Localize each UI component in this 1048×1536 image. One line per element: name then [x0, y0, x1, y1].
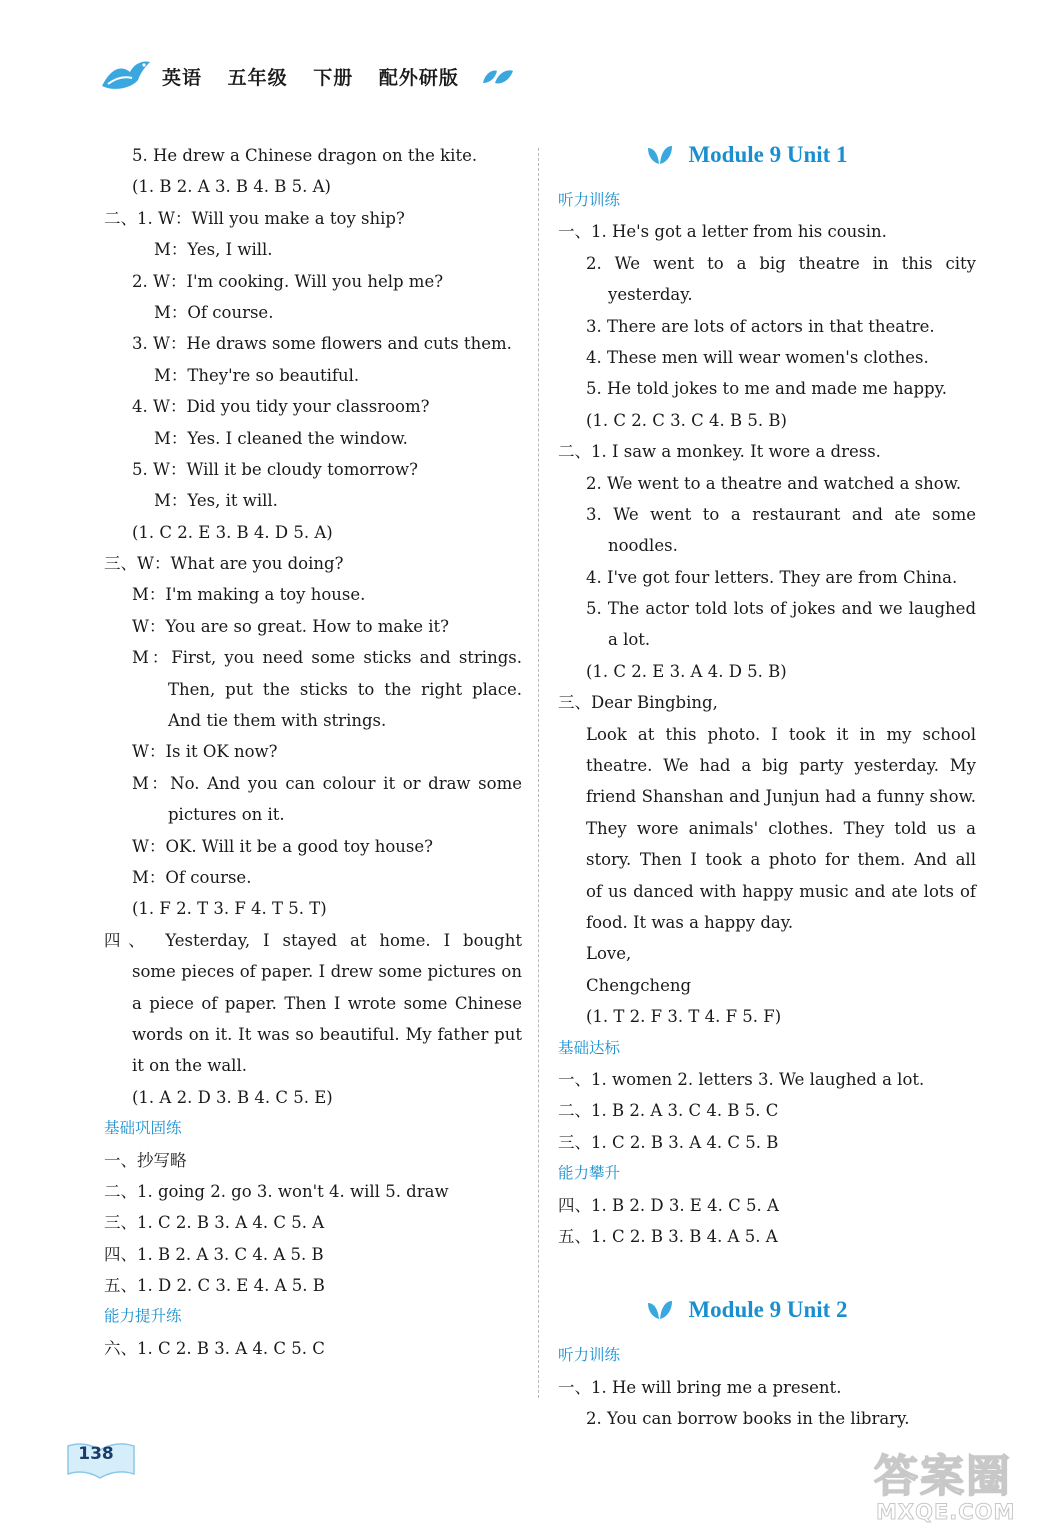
section-heading: 能力攀升 [558, 1164, 621, 1183]
module-title-unit-2 [558, 1280, 976, 1340]
answer-line: M：No. And you can colour it or draw some [132, 773, 522, 793]
answer-line: 4. These men will wear women's clothes. [586, 347, 929, 367]
header-grade: 五年级 [227, 66, 288, 89]
answer-line: 一、1. women 2. letters 3. We laughed a lot. [558, 1069, 925, 1089]
answer-line: 5. He drew a Chinese dragon on the kite. [132, 146, 478, 165]
answer-line: 五、1. C 2. B 3. B 4. A 5. A [558, 1226, 778, 1246]
answer-line: M：They're so beautiful. [154, 365, 360, 385]
module-2-title-text: Module 9 Unit 2 [688, 1297, 848, 1323]
right-column [558, 125, 976, 1434]
answer-line: 三、1. C 2. B 3. A 4. C 5. A [104, 1213, 325, 1233]
answer-line: 4. W：Did you tidy your classroom? [132, 397, 430, 417]
answer-line: (1. A 2. D 3. B 4. C 5. E) [132, 1087, 333, 1107]
section-heading: 基础达标 [558, 1038, 621, 1057]
answer-line: (1. C 2. E 3. B 4. D 5. A) [132, 522, 333, 542]
answer-line: W：OK. Will it be a good toy house? [132, 836, 433, 856]
page-number-badge [66, 1440, 132, 1480]
answer-line: M：Yes, it will. [154, 491, 278, 511]
answer-line: M：Of course. [154, 302, 274, 322]
answer-line: 5. The actor told lots of jokes and we laughed [586, 599, 976, 619]
section-heading: 能力提升练 [104, 1307, 182, 1326]
answer-line: M：Yes, I will. [154, 240, 273, 260]
section-heading: 听力训练 [558, 1346, 621, 1365]
header-volume: 下册 [313, 66, 354, 89]
answer-line: 二、1. I saw a monkey. It wore a dress. [558, 442, 881, 462]
column-divider [538, 148, 539, 1398]
answer-line: 五、1. D 2. C 3. E 4. A 5. B [104, 1276, 325, 1296]
answer-line: 一、1. He will bring me a present. [558, 1377, 842, 1397]
answer-line: 2. You can borrow books in the library. [586, 1409, 910, 1429]
watermark-url: MXQE.COM [876, 1500, 1016, 1524]
section-heading: 基础巩固练 [104, 1119, 182, 1138]
leaf-ornament-icon [481, 65, 515, 87]
module-1-title-text: Module 9 Unit 1 [688, 142, 848, 167]
answer-line: And tie them with strings. [168, 711, 387, 731]
answer-line: noodles. [608, 536, 678, 556]
answer-line: 2. W：I'm cooking. Will you help me? [132, 271, 444, 291]
answer-line: of us danced with happy music and ate lots of [586, 881, 976, 901]
answer-line: 5. He told jokes to me and made me happy. [586, 379, 947, 399]
answer-line: (1. F 2. T 3. F 4. T 5. T) [132, 899, 327, 919]
answer-line: (1. T 2. F 3. T 4. F 5. F) [586, 1007, 782, 1027]
unit-1-answers [558, 185, 976, 1252]
bird-logo-icon [100, 58, 152, 94]
answer-line: M：I'm making a toy house. [132, 585, 366, 605]
answer-line: 四、 Yesterday, I stayed at home. I bought [104, 930, 522, 950]
header-subject: 英语 [162, 66, 203, 89]
answer-line: Look at this photo. I took it in my school [586, 724, 976, 744]
answer-line: food. It was a happy day. [586, 912, 794, 932]
answer-line: 3. W：He draws some flowers and cuts them. [132, 334, 512, 354]
page-number: 138 [78, 1444, 114, 1464]
answer-line: friend Shanshan and Junjun had a funny show. [586, 787, 976, 807]
answer-line: 四、1. B 2. D 3. E 4. C 5. A [558, 1195, 779, 1215]
answer-line: W：You are so great. How to make it? [132, 616, 450, 636]
answer-line: 2. We went to a theatre and watched a show. [586, 473, 962, 493]
answer-line: 三、1. C 2. B 3. A 4. C 5. B [558, 1132, 779, 1152]
leaf-icon [646, 144, 674, 166]
answer-line: some pieces of paper. I drew some pictures on [132, 962, 522, 982]
answer-line: M：Yes. I cleaned the window. [154, 428, 408, 448]
answer-line: yesterday. [608, 285, 693, 305]
answer-line: theatre. We had a big party yesterday. My [586, 756, 976, 776]
answer-line: (1. C 2. E 3. A 4. D 5. B) [586, 661, 787, 681]
left-column [104, 140, 522, 1364]
answer-line: M：First, you need some sticks and strings. [132, 648, 522, 668]
answer-line: 三、Dear Bingbing, [558, 693, 718, 713]
answer-line: 六、1. C 2. B 3. A 4. C 5. C [104, 1338, 325, 1358]
answer-line: 四、1. B 2. A 3. C 4. A 5. B [104, 1244, 324, 1264]
watermark-logo: 答案圈 [874, 1451, 1012, 1502]
header-edition: 配外研版 [378, 66, 459, 89]
unit-2-answers [558, 1340, 976, 1434]
answer-line: a piece of paper. Then I wrote some Chinese [132, 993, 522, 1013]
answer-line: Love, [586, 944, 632, 964]
answer-line: story. Then I took a photo for them. And all [586, 850, 976, 870]
answer-line: 3. There are lots of actors in that theatre. [586, 316, 935, 336]
answer-line: W：Is it OK now? [132, 742, 278, 762]
answer-line: (1. B 2. A 3. B 4. B 5. A) [132, 177, 331, 197]
answer-line: 4. I've got four letters. They are from China. [586, 567, 958, 587]
module-title-unit-1 [558, 125, 976, 185]
section-heading: 听力训练 [558, 191, 621, 209]
answer-line: words on it. It was so beautiful. My father put [132, 1024, 522, 1044]
answer-line: 2. We went to a big theatre in this city [586, 253, 976, 273]
answer-line: They wore animals' clothes. They told us a [586, 818, 976, 838]
answer-line: 5. W：Will it be cloudy tomorrow? [132, 459, 418, 479]
answer-line: 二、1. B 2. A 3. C 4. B 5. C [558, 1101, 779, 1121]
leaf-icon [646, 1299, 674, 1321]
answer-line: 一、1. He's got a letter from his cousin. [558, 222, 887, 242]
answer-line: M：Of course. [132, 867, 252, 887]
answer-line: 一、抄写略 [104, 1150, 187, 1170]
answer-line: Chengcheng [586, 975, 692, 995]
answer-line: 二、1. going 2. go 3. won't 4. will 5. draw [104, 1181, 449, 1201]
page-header [100, 56, 515, 96]
answer-line: (1. C 2. C 3. C 4. B 5. B) [586, 410, 787, 430]
answer-line: 3. We went to a restaurant and ate some [586, 504, 976, 524]
answer-line: pictures on it. [168, 805, 285, 825]
answer-line: it on the wall. [132, 1056, 247, 1076]
answer-line: a lot. [608, 630, 651, 650]
watermark [868, 1440, 1038, 1530]
answer-line: 三、W：What are you doing? [104, 554, 344, 574]
answer-line: Then, put the sticks to the right place. [168, 679, 522, 699]
answer-line: 二、1. W：Will you make a toy ship? [104, 208, 405, 228]
